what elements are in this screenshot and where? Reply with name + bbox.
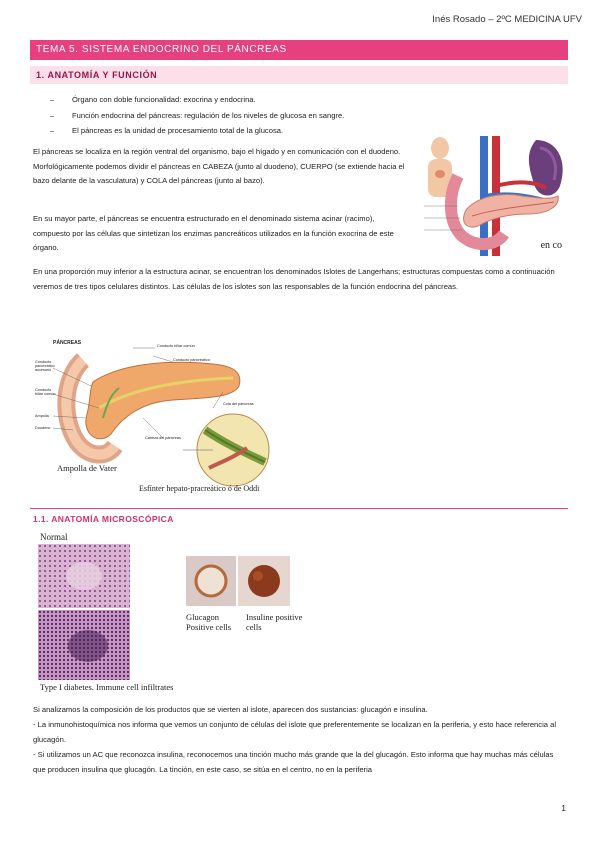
- figure1-partial-text: en co: [540, 240, 562, 251]
- page-title: TEMA 5. SISTEMA ENDOCRINO DEL PÁNCREAS: [30, 40, 568, 60]
- bullet-list: [50, 92, 344, 139]
- paragraph-langerhans: En una proporción muy inferior a la estructura acinar, se encuentran los denominados Islotes de Langerhans; estructuras compuestas como a continuación veremos de tres tipos celulares distintos. Las células de los islotes son las responsables de la función endocrina del páncreas.: [33, 267, 555, 291]
- figure2-label: Conducto pancreático accesorio: [35, 360, 55, 372]
- bullet-item: – El páncreas es la unidad de procesamiento total de la glucosa.: [50, 123, 344, 139]
- paragraph-localizacion: El páncreas se localiza en la región ventral del organismo, bajo el hígado y en comunicación con el duodeno. Morfológicamente podemos dividir el páncreas en CABEZA (junto al duodeno), CUERPO (se extiende hacia el bazo delante de la vasculatura) y COLA del páncreas (junto al bazo).: [33, 147, 405, 185]
- subsection-divider: [30, 508, 568, 509]
- page-number: 1: [561, 803, 566, 813]
- figure2-label: Cola del páncreas: [223, 402, 254, 406]
- paragraph-composicion: Si analizamos la composición de los productos que se vierten al islote, aparecen dos sustancias: glucagón e insulina.: [33, 705, 428, 714]
- pancreas-anatomy-figure: [418, 126, 570, 260]
- figure2-label: Cabeza del páncreas: [145, 436, 181, 440]
- histology-diabetes-image: [38, 610, 130, 680]
- section-heading-anatomia: 1. ANATOMÍA Y FUNCIÓN: [30, 66, 568, 84]
- figure2-title: PÁNCREAS: [53, 340, 82, 346]
- histology-normal-label: Normal: [40, 532, 68, 542]
- figure2-caption-ampolla: Ampolla de Vater: [57, 463, 117, 473]
- histology-glucagon-caption: Glucagon Positive cells: [186, 612, 232, 632]
- paragraph-acinar: En su mayor parte, el páncreas se encuentra estructurado en el denominado sistema acinar (racimo), compuesto por las células que sintetizan los enzimas pancreáticos utilizados en la función exocrina de este órgano.: [33, 214, 394, 252]
- histology-glucagon-image: [186, 556, 236, 606]
- histology-figure: [36, 530, 332, 700]
- pancreas-duct-figure: [33, 338, 278, 500]
- figure2-label: Conducto biliar común: [157, 344, 195, 348]
- paragraph-glucagon: - La inmunohistoquímica nos informa que vemos un conjunto de células del islote que preferentemente se localizan en la periferia, y esto hace referencia al glucagón.: [33, 720, 557, 744]
- subsection-heading-microscopica: 1.1. ANATOMÍA MICROSCÓPICA: [33, 514, 174, 524]
- figure2-label: Ampolla: [35, 414, 49, 418]
- paragraph-insulina: - Si utilizamos un AC que reconozca insulina, reconocemos una tinción mucho más grande que la del glucagón. Esto informa que hay muchas más células que producen insulina que glucagón. La tinción, en este caso, se sitúa en el centro, no en la periferia: [33, 750, 554, 774]
- histology-diabetes-caption: Type I diabetes. Immune cell infiltrates: [40, 682, 174, 692]
- figure2-label: Conducto pancreático: [173, 358, 210, 362]
- histology-normal-image: [38, 544, 130, 608]
- figure2-label: Conducto biliar común: [35, 388, 56, 396]
- bullet-item: – Función endocrina del páncreas: regulación de los niveles de glucosa en sangre.: [50, 108, 344, 124]
- bullet-item: – Órgano con doble funcionalidad: exocrina y endocrina.: [50, 92, 344, 108]
- figure2-label: Duodeno: [35, 426, 51, 430]
- histology-insulin-image: [238, 556, 290, 606]
- header-author: Inés Rosado – 2ºC MEDICINA UFV: [432, 14, 582, 25]
- figure2-caption-esfinter: Esfínter hepato-pracreático ó de Oddi: [139, 484, 260, 493]
- pancreas-duct-illustration: [33, 338, 278, 500]
- histology-insulin-caption: Insuline positive cells: [246, 612, 303, 632]
